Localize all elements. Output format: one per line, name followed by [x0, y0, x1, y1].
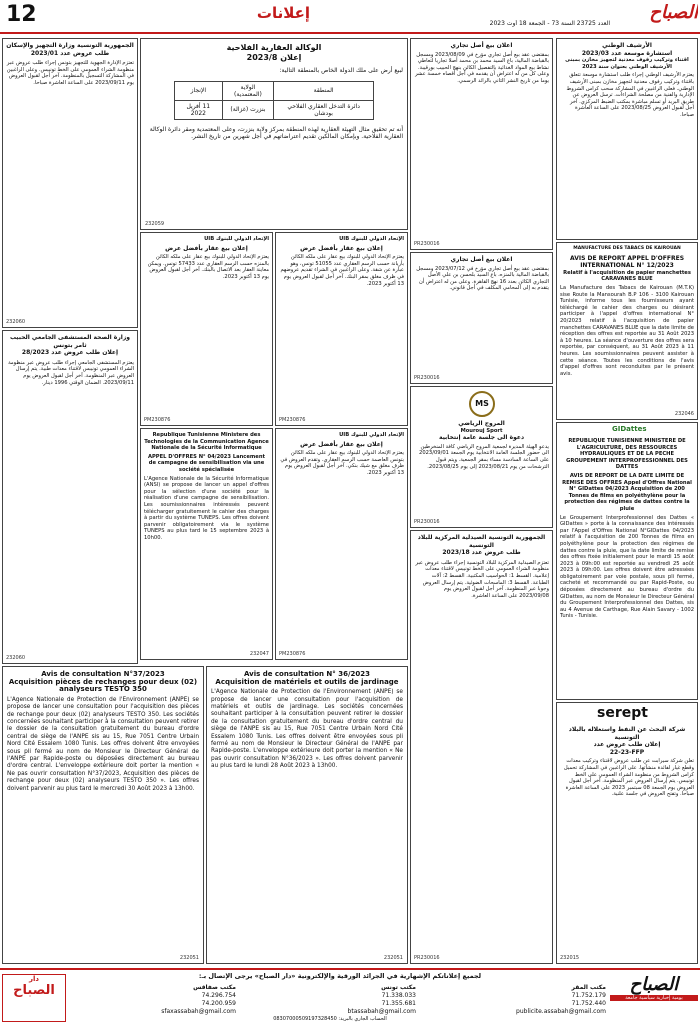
- ad-subtitle: APPEL D'OFFRES N° 04/2023 Lancement de campagne de sensibilisation via une société spécialisée: [147, 453, 266, 473]
- serept-ad: [556, 702, 698, 964]
- ad-body: يدعو الهيئة المديرة لجمعية المروج الرياضي كافة المنخرطين الى حضور الجلسة العامة الانتخابية يوم الجمعة 2023/09/01 على الساعة السادسة مساء بمقر الجمعية. ويتم قبول الترشحات من يوم 2023/08/21 إلى يوم 2023/08/25.: [419, 443, 549, 470]
- ad-code: 232046: [674, 411, 694, 417]
- ad-title: دعوة الى جلسة عامة إنتخابية: [438, 434, 525, 442]
- ad-subtitle: AVIS DE REPORT DE LA DATE LIMITE DE REMISE DES OFFRES Appel d'Offres National N° GIDattes 04/2023 Acquisition de 200 Tonnes de films en polyéthylène pour la protection des régimes de dattes contre la pluie: [562, 472, 692, 512]
- ad-code: PR230016: [414, 955, 440, 961]
- table-header: الإنجاز: [175, 81, 223, 100]
- mourouj-ad: [410, 386, 553, 528]
- office-email[interactable]: btassabah@gmail.com: [347, 1008, 416, 1015]
- ad-body: تعتزم الصيدلية المركزية للبلاد التونسية إجراء طلب عروض عبر منظومة الشراء العمومي على الخط تونيبس لاقتناء معدات إعلامية. القسط 1: الحواسيب المكتبية. القسط 2: آلات الطباعة. القسط 3: الماسحات الضوئية. يتم إرسال العروض وجوبا عبر المنظومة. آخر أجل لقبول العروض يوم 2023/09/08 على الساعة العاشرة.: [415, 559, 549, 599]
- ad-title: Avis de consultation N° 36/2023: [243, 670, 371, 678]
- ad-title: إعلان بيع عقار بأفضل عرض: [165, 244, 248, 252]
- ad-subtitle: Acquisition de matériels et outils de jardinage: [215, 677, 399, 686]
- ad-body: يعتزم الإتحاد الدولي للبنوك بيع عقار على ملكه الكائن بتونس العاصمة حسب الرسم العقاري. وتقدم العروض في ظرف مغلق مع شيك بنكي. آخر أجل لقبول العروض يوم 13 أكتوبر 2023.: [280, 450, 404, 476]
- mourouj-logo-text: MS: [475, 399, 489, 408]
- ad-code: 232047: [249, 651, 269, 657]
- ad-code: PM230876: [279, 417, 306, 423]
- ad-code: PM230876: [144, 417, 171, 423]
- bank-account: الحساب الجاري بالبريد: 08307000509197328450: [273, 1016, 387, 1022]
- ad-title: Avis de consultation N°37/2023: [41, 670, 165, 678]
- office-phone: 71.355.681: [381, 1000, 416, 1007]
- ad-subtitle: طلب عروض عدد 2023/01: [30, 49, 110, 57]
- office-phone: 74.296.754: [201, 992, 236, 999]
- table-row: [175, 100, 374, 119]
- uib-ad-1: [275, 232, 408, 426]
- ad-subtitle: إعلان طلب عروض عدد 28/2023: [21, 349, 119, 357]
- ad-body: أنه تم تحقيق مثال التهيئة العقارية لهذه المنطقة بمركز ولاية بنزرت، وعلى المعتمدية ومقر دائرة الوكالة العقارية الفلاحية. وبإمكان المالكين تقديم اعتراضاتهم في أجل شهرين من تاريخ النشر.: [149, 125, 403, 141]
- ad-body: تعتزم الإدارة الجهوية للتجهيز بتونس إجراء طلب عروض عبر منظومة الشراء العمومي على الخط تونيبس. وعلى الراغبين في المشاركة التسجيل بالمنظومة. آخر أجل لقبول العروض يوم 2023/09/11 على الساعة العاشرة صباحا.: [6, 60, 134, 86]
- gidattes-logo: GIDattes: [612, 425, 647, 433]
- ad-code: PR230016: [414, 519, 440, 525]
- serept-logo: serept: [597, 705, 648, 721]
- header-rule: [0, 32, 700, 34]
- bank-name: الإتحاد الدولي للبنوك UIB: [339, 432, 404, 438]
- table-cell: بنزرت (غزالة): [222, 100, 274, 119]
- ad-title: وزارة الصحة المستشفى الجامعي الحبيب ثامر بتونس: [9, 334, 131, 349]
- ad-title: الجمهورية التونسية وزارة التجهيز والإسكان: [6, 42, 134, 49]
- ad-body: Le Groupement Interprofessionnel des Dattes « GIDattes » porte à la connaissance des intéressés par l'Appel d'Offres National N°GIDattes 04/2023 relatif à l'acquisition de 200 Tonnes de films en polyéthylène pour la protection des régimes de dattes contre la pluie, que la date limite de remise des offres fixée initialement pour le mardi 15 août 2023 à 09h:00 est reportée au vendredi 25 août 2023 à 09h:00. Les offres doivent être adressées obligatoirement par voie postale, sous pli fermé, cacheté et recommandé ou par Rapid-Poste, ou déposées directement au bureau d'ordre du GIDattes, au nom de Monsieur le Directeur Général du Groupement Interprofessionnel des Dattes, sis au 4 Avenue de Carthage, Rue Alain Savary - 1002 Tunis - Tunisie.: [560, 514, 694, 620]
- ad-code: 232059: [145, 221, 165, 227]
- ad-body: بمقتضى عقد بيع أصل تجاري مؤرخ في 2023/07/12 ومسجل بالقباضة المالية بالمنزه، باع السيد بلحسن بن علي الأصل التجاري الكائن بعدد 16 نهج القاهرة. وعلى من له اعتراض أن يتقدم به إلى المحامي المكلف في أجل قانوني.: [416, 265, 549, 292]
- business-sale-ad-1: [410, 38, 553, 250]
- ad-body: L'Agence Nationale de Protection de l'Environnement (ANPE) se propose de lancer une consultation pour l'acquisition de matériels et outils de jardinage. Les sociétés concernées souhaitant participer à la consultation peuvent retirer le dossier de la consultation gratuitement du bureau d'ordre central du siège de l'ANPE sis au 15, Rue 7051 Centre Urbain Nord Cité Essalem 1080 Tunis. Les offres doivent être envoyées sous pli fermé au nom de Monsieur le Directeur Général de l'ANPE par Rapide-poste. L'enveloppe extérieure doit porter la mention « Ne pas ouvrir consultation N°36/2023 ». Les offres doivent parvenir au plus tard le lundi 28 Août 2023 à 13h00.: [211, 689, 403, 770]
- ad-number: 22-23-FFP: [609, 748, 645, 756]
- ad-subtitle-2: اقتناء وتركيب رفوف معدنية لتجهيز مخازن بمبنى الأرشيف الوطني بعنوان سنة 2023: [565, 57, 689, 70]
- ad-title: اعلان بيع أصل تجاري: [450, 256, 513, 263]
- office-phone: 74.200.959: [201, 1000, 236, 1007]
- ad-title: الأرشيف الوطني: [602, 42, 652, 49]
- table-cell: 11 أفريل 2022: [175, 100, 223, 119]
- office-phone: 71.752.179: [571, 992, 606, 999]
- ad-body: La Manufacture des Tabacs de Kairouan (M.T.K) sise Route la Mansourah B.P 106 - 3100 Kairouan Tunisie, informe tous les fournisseurs ayant téléchargé le cahier des charges ou désirant participer à l'appel d'offres international N° 20/2023 relatif à l'acquisition de papier manchettes CARAVANES BLUE que la date limite de réception des offres est reportée au 31 Août 2023 à 10 heures. La séance d'ouverture des offres sera reportée, par conséquent, au 31 Août 2023 à 11 heures. Les soumissionnaires peuvent assister à cette séance. Toutes les conditions de l'avis d'appel d'offres sont reconduites par le présent avis.: [560, 284, 694, 377]
- ad-code: 232051: [383, 955, 403, 961]
- table-header-row: [175, 81, 374, 100]
- footer-banner: لجميع إعلاناتكم الإشهارية في الجرائد الورقية والإلكترونية «دار الصباح» يرجى الإتصال بـ:: [198, 972, 482, 980]
- mourouj-logo: [469, 391, 495, 417]
- equipment-ad: [2, 38, 138, 328]
- office-email[interactable]: publicite.assabah@gmail.com: [516, 1008, 606, 1015]
- uib-ad-3: [275, 428, 408, 660]
- ad-intro: لبيع أرض على ملك الدولة الخاص بالمنطقة التالية:: [279, 67, 403, 74]
- pharmacie-ad: [410, 530, 553, 964]
- ad-body: يعتزم الإتحاد الدولي للبنوك بيع عقار على ملكه الكائن بأريانة حسب الرسم العقاري عدد 51055 تونس، وهو عبارة عن شقة. وعلى الراغبين في الشراء تقديم عروضهم في ظرف مغلق بمقر البنك. آخر أجل لقبول العروض يوم 13 أكتوبر 2023.: [280, 254, 404, 287]
- office-title: مكتب تونس: [381, 984, 416, 991]
- footer-logo-sub: يومية إخبارية سياسية جامعة: [610, 995, 698, 1001]
- office-phone: 71.752.440: [571, 1000, 606, 1007]
- club-name: المروج الرياضي: [458, 420, 505, 427]
- wataniya-ad: [556, 38, 698, 240]
- ad-title: إعلان بيع عقار بأفضل عرض: [300, 244, 383, 252]
- ad-body: يعتزم الأرشيف الوطني إجراء طلب استشارة موسعة تتعلق باقتناء وتركيب رفوف معدنية لتجهيز مخازن بمبنى الأرشيف الوطني. فعلى الراغبين في المشاركة سحب كراس الشروط الإدارية والفنية من مصلحة الشراءات. ترسل العروض عن طريق البريد أو تسلم مباشرة بمكتب الضبط المركزي. آخر أجل لقبول العروض 2023/08/25 على الساعة العاشرة صباحا.: [566, 72, 694, 118]
- ad-code: 232060: [6, 655, 26, 661]
- afa-table: [174, 81, 374, 120]
- club-name-fr: Mourouj Sport: [460, 427, 503, 434]
- office-title: مكتب المقر: [571, 984, 606, 991]
- footer-logo-text: الصباح: [629, 974, 679, 995]
- table-header: الولاية (المعتمدية): [222, 81, 274, 100]
- ad-title: REPUBLIQUE TUNISIENNE MINISTERE DE L'AGRICULTURE, DES RESSOURCES HYDRAULIQUES ET DE LA PECHE GROUPEMENT INTERPROFESSIONNEL DES DATTES: [566, 438, 688, 471]
- table-cell: دائرة التدخل العقاري الفلاحي بودشان: [274, 100, 374, 119]
- footer-logo-left: [2, 974, 66, 1022]
- masthead-logo: الصباح: [649, 2, 698, 23]
- footer-logo-left-sub: دار: [28, 975, 40, 983]
- ad-code: 232060: [6, 319, 26, 325]
- table-header: المنطقة: [274, 81, 374, 100]
- section-title: إعلانات: [256, 4, 310, 22]
- ad-subtitle: Relatif à l'acquisition de papier manchettes CARAVANES BLUE: [563, 269, 691, 283]
- ad-title: الجمهورية التونسية الصيدلية المركزية للبلاد التونسية: [417, 534, 546, 549]
- ad-body: L'Agence Nationale de la Sécurité Informatique (ANSI) se propose de lancer un appel d'offres pour la sélection d'une société pour la réalisation d'une campagne de sensibilisation. Les soumissionnaires intéressés peuvent télécharger gratuitement le cahier des charges à partir du système TUNEPS. Les offres doivent parvenir obligatoirement via le système TUNEPS au plus tard le 15 septembre 2023 à 10h00.: [144, 475, 269, 541]
- bank-name: الإتحاد الدولي للبنوك UIB: [339, 236, 404, 242]
- ad-title: Republique Tunisienne Ministere des Technologies de la Communication Agence Nationale de la Sécurité Informatique: [144, 432, 269, 452]
- footer-logo-left-text: الصباح: [13, 983, 55, 998]
- office-phone: 71.338.033: [381, 992, 416, 999]
- mtk-ad: [556, 242, 698, 420]
- ad-body: تعلن شركة سيرابت عن طلب عروض لاقتناء وتركيب معدات وقطع غيار لفائدة منشآتها. على الراغبين في المشاركة تحميل كراس الشروط من منظومة الشراء العمومي على الخط تونيبس. يتم إرسال العروض عبر المنظومة. آخر أجل لقبول العروض يوم الجمعة 08 سبتمبر 2023 على الساعة العاشرة صباحا. وتفتح العروض في جلسة علنية.: [563, 758, 694, 798]
- ad-subtitle: إعلان 2023/8: [246, 53, 302, 62]
- hospital-ad: [2, 330, 138, 664]
- ad-code: PM230876: [279, 651, 306, 657]
- ad-subtitle: طلب عروض عدد 2023/18: [442, 549, 521, 557]
- page-header: [0, 0, 700, 34]
- ad-code: PR230016: [414, 241, 440, 247]
- ad-code: 232051: [179, 955, 199, 961]
- ad-body: L'Agence Nationale de Protection de l'Environnement (ANPE) se propose de lancer une consultation pour l'acquisition des pièces de rechange pour deux (02) analyseurs TESTO 350. Les sociétés concernées souhaitant participer à la consultation peuvent retirer le dossier de la consultation gratuitement du bureau d'ordre central de siège de l'ANPE sis au 15, Rue 7051 Centre Urbain Nord Cité Essalem 1080 Tunis. Les offres doivent être envoyées sous pli fermé au nom de Monsieur le Directeur Général de l'ANPE par Rapide-poste ou déposées directement au bureau d'ordre central. L'enveloppe extérieure doit porter la mention « Ne pas ouvrir consultation N°37/2023, Acquisition des pièces de rechange pour deux (02) analyseurs TESTO 350 ». Les offres doivent parvenir au plus tard le mercredi 30 Août 2023 à 13h00.: [7, 696, 199, 792]
- ad-body: بمقتضى عقد بيع أصل تجاري مؤرخ في 2023/08/09 ومسجل بالقباضة المالية، باع السيد محمد بن محمد أصلا تجاريا لتعاطي نشاط بيع المواد الغذائية بالتفصيل الكائن بنهج الحبيب بورقيبة. وعلى كل من له اعتراض أن يقدمه في أجل أقصاه خمسة عشر يوما من تاريخ النشر الثاني بالرائد الرسمي.: [415, 51, 549, 84]
- uib-ad-2: [140, 232, 273, 426]
- page-number: 12: [6, 2, 37, 27]
- ansi-ad: [140, 428, 273, 660]
- consultation-37-ad: [2, 666, 204, 964]
- bank-name: الإتحاد الدولي للبنوك UIB: [204, 236, 269, 242]
- ad-subtitle: إعلان طلب عروض عدد: [593, 741, 661, 749]
- ad-title: اعلان بيع أصل تجاري: [450, 42, 513, 49]
- ad-title: شركة البحث عن النفط واستغلاله بالبلاد التونسية: [568, 726, 686, 741]
- gidattes-ad: [556, 422, 698, 700]
- ad-subtitle: Acquisition pièces de rechanges pour deux (02) analyseurs TESTO 350: [8, 677, 198, 694]
- footer-logo-right: [610, 974, 698, 1022]
- ad-title: إعلان بيع عقار بأفضل عرض: [300, 440, 383, 448]
- office-email[interactable]: sfaxassabah@gmail.com: [161, 1008, 236, 1015]
- ad-title: AVIS DE REPORT APPEL D'OFFRES INTERNATIONAL N° 12/2023: [569, 254, 685, 270]
- afa-ad: [140, 38, 408, 230]
- ad-title: الوكالة العقارية الفلاحية: [226, 43, 322, 52]
- business-sale-ad-2: [410, 252, 553, 384]
- ad-body: يعتزم المستشفى الجامعي إجراء طلب عروض عبر منظومة الشراء العمومي تونيبس لاقتناء معدات طبية. يتم إرسال العروض عبر المنظومة. آخر أجل لقبول العروض يوم 2023/09/11. الضمان الوقتي 1996 دينار.: [8, 359, 134, 386]
- page-footer: [0, 968, 700, 1023]
- ad-org: MANUFACTURE DES TABACS DE KAIROUAN: [573, 246, 681, 251]
- issue-info: العدد 23725 السنة 73 - الجمعة 18 أوت 2023: [489, 20, 610, 27]
- ad-code: 232015: [560, 955, 580, 961]
- ad-subtitle: استشارة موسعة عدد 2023/03: [581, 49, 673, 57]
- ad-code: PR230016: [414, 375, 440, 381]
- office-title: مكتب صفاقس: [193, 984, 236, 991]
- consultation-36-ad: [206, 666, 408, 964]
- ad-body: يعتزم الإتحاد الدولي للبنوك بيع عقار على ملكه الكائن بالمنزه حسب الرسم العقاري عدد 57433 تونس. ويمكن معاينة العقار بعد الاتصال بالبنك. آخر أجل لقبول العروض يوم 13 أكتوبر 2023.: [147, 254, 269, 280]
